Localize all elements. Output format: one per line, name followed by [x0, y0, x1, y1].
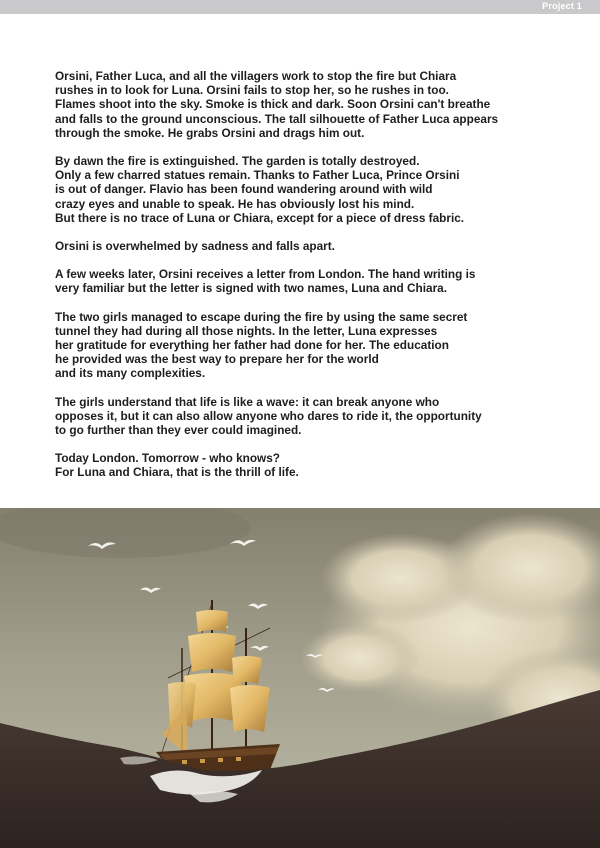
ship-illustration — [0, 508, 600, 848]
story-paragraph-2: By dawn the fire is extinguished. The garden is totally destroyed. Only a few charred statues remain. Thanks to Father Luca, Prince Orsini is out of danger. Flavio has been found wandering around with wild crazy eyes and unable to speak. He has obviously lost his mind. But there is no trace of Luna or Chiara, except for a piece of dress fabric. — [55, 154, 465, 225]
story-paragraph-4: A few weeks later, Orsini receives a letter from London. The hand writing is very familiar but the letter is signed with two names, Luna and Chiara. — [55, 267, 476, 296]
story-paragraph-6: The girls understand that life is like a wave: it can break anyone who opposes it, but it can also allow anyone who dares to ride it, the opportunity to go further than they ever could imagined. — [55, 394, 482, 438]
story-paragraph-1: Orsini, Father Luca, and all the villagers work to stop the fire but Chiara rushes in to look for Luna. Orsini fails to stop her, so he rushes in too. Flames shoot into the sky. Smoke is thick and dark. Soon Orsini can't breathe and falls to the ground unconscious. The tall silhouette of Father Luca appears through the smoke. He grabs Orsini and drags him out. — [55, 69, 499, 140]
header-bar — [0, 0, 600, 14]
page-header-label: Project 1 — [542, 1, 582, 11]
story-paragraph-5: The two girls managed to escape during the fire by using the same secret tunnel they had during all those nights. In the letter, Luna expresses her gratitude for everything her father had done for her. The education he provided was the best way to prepare her for the world and its many complexities. — [55, 309, 468, 381]
story-text — [55, 69, 555, 494]
story-paragraph-3: Orsini is overwhelmed by sadness and falls apart. — [55, 239, 335, 254]
ship-illustration-svg — [0, 508, 600, 848]
story-paragraph-7: Today London. Tomorrow - who knows? For Luna and Chiara, that is the thrill of life. — [55, 451, 299, 480]
